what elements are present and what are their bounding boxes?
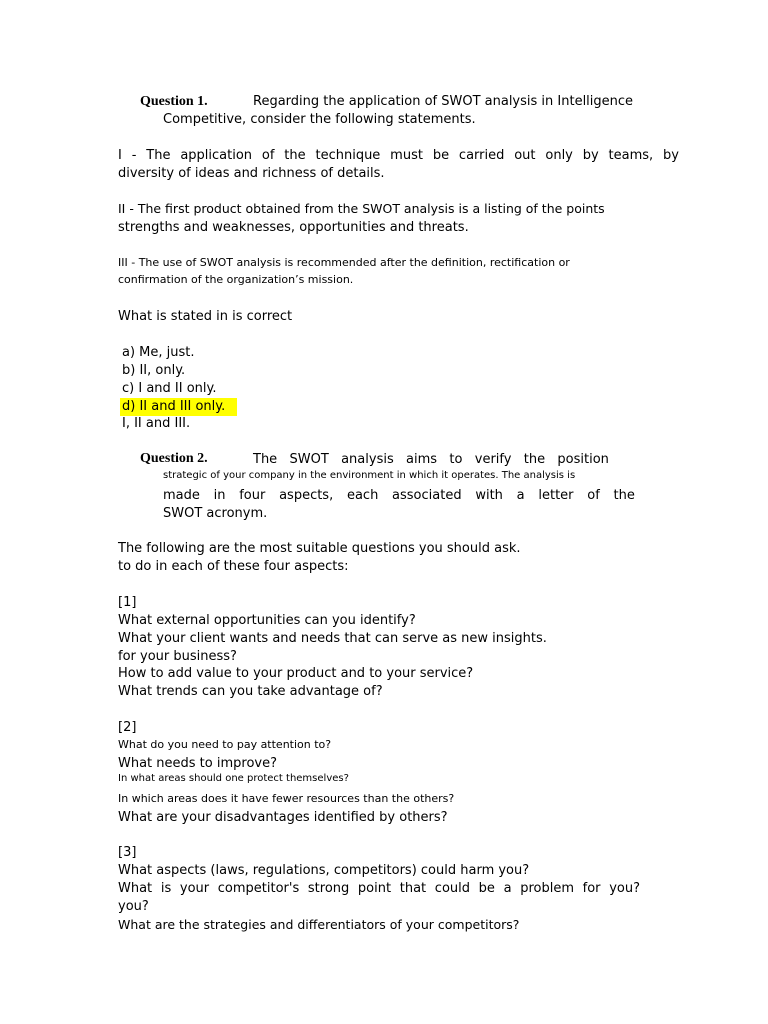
word: carried (458, 148, 505, 163)
question-2-label: Question 2. (140, 451, 208, 466)
word: the (523, 452, 546, 467)
section-2-line: What do you need to pay attention to? (118, 738, 332, 751)
section-2-line: What needs to improve? (118, 756, 277, 771)
word: competitor's (217, 881, 300, 896)
section-2-line: In which areas does it have fewer resources than the others? (118, 792, 455, 805)
section-1-line: What your client wants and needs that can serve as new insights. (118, 631, 547, 646)
option-c: c) I and II only. (122, 381, 217, 396)
word: teams, (608, 148, 654, 163)
word: technique (315, 148, 381, 163)
word: of (261, 148, 275, 163)
word: is (160, 881, 172, 896)
section-2-line: In what areas should one protect themselves? (118, 773, 349, 784)
section-3-line-3: you? (118, 899, 149, 914)
option-b: b) II, only. (122, 363, 186, 378)
section-1-line: How to add value to your product and to your service? (118, 666, 474, 681)
word: I (118, 148, 122, 163)
word: each (346, 488, 379, 503)
word: with (475, 488, 503, 503)
question-1-prompt: What is stated in is correct (118, 309, 293, 324)
section-3-label: [3] (118, 845, 137, 860)
word: by (582, 148, 599, 163)
word: The (146, 148, 171, 163)
statement-3-line-2: confirmation of the organization’s mission. (118, 273, 354, 286)
word: be (432, 148, 450, 163)
word: your (179, 881, 210, 896)
word: problem (520, 881, 574, 896)
statement-1-line-1 (118, 147, 679, 165)
option-d-highlighted: d) II and III only. (120, 398, 237, 416)
word: the (284, 148, 306, 163)
section-1-label: [1] (118, 595, 137, 610)
word: four (239, 488, 266, 503)
question-1-label: Question 1. (140, 94, 208, 109)
section-3-line-2 (118, 880, 640, 898)
word: aspects, (279, 488, 334, 503)
word: SWOT (289, 452, 329, 467)
word: a (503, 881, 512, 896)
word: by (663, 148, 679, 163)
word: to (449, 452, 463, 467)
word: - (131, 148, 137, 163)
section-1-line: for your business? (118, 649, 237, 664)
section-3-line-4: What are the strategies and differentiators of your competitors? (118, 917, 520, 932)
word: you? (609, 881, 640, 896)
question-2-line-4: SWOT acronym. (163, 506, 268, 521)
word: letter (538, 488, 574, 503)
word: verify (474, 452, 512, 467)
section-1-line: What trends can you take advantage of? (118, 684, 383, 699)
question-2-line-3 (163, 487, 635, 505)
word: The (253, 452, 278, 467)
word: strong (307, 881, 350, 896)
statement-3-line-1: III - The use of SWOT analysis is recommended after the definition, rectification or (118, 256, 570, 269)
question-2-intro-1: The following are the most suitable questions you should ask. (118, 541, 521, 556)
word: associated (392, 488, 462, 503)
word: of (587, 488, 600, 503)
word: be (478, 881, 495, 896)
statement-1-line-2: diversity of ideas and richness of details. (118, 166, 385, 181)
question-2-line-2: strategic of your company in the environment in which it operates. The analysis is (163, 470, 576, 481)
section-2-line: What are your disadvantages identified by others? (118, 810, 448, 825)
option-e: I, II and III. (122, 416, 191, 431)
section-2-label: [2] (118, 720, 137, 735)
word: made (163, 488, 200, 503)
statement-2-line-1: II - The first product obtained from the SWOT analysis is a listing of the points (118, 201, 605, 216)
section-1-line: What external opportunities can you identify? (118, 613, 416, 628)
word: out (514, 148, 536, 163)
word: analysis (341, 452, 394, 467)
question-1-line-1: Regarding the application of SWOT analysis in Intelligence (253, 94, 634, 109)
word: a (516, 488, 525, 503)
word: What (118, 881, 153, 896)
question-2-intro-2: to do in each of these four aspects: (118, 559, 349, 574)
word: only (545, 148, 573, 163)
statement-2-line-2: strengths and weaknesses, opportunities and threats. (118, 220, 469, 235)
word: for (582, 881, 601, 896)
question-2-line-1 (253, 451, 609, 469)
section-3-line-1: What aspects (laws, regulations, competitors) could harm you? (118, 863, 530, 878)
word: must (390, 148, 423, 163)
word: point (357, 881, 392, 896)
word: the (613, 488, 635, 503)
word: aims (406, 452, 438, 467)
word: that (399, 881, 427, 896)
word: application (180, 148, 253, 163)
question-1-line-2: Competitive, consider the following statements. (163, 112, 476, 127)
word: position (557, 452, 609, 467)
word: in (213, 488, 226, 503)
option-a: a) Me, just. (122, 345, 195, 360)
word: could (434, 881, 471, 896)
